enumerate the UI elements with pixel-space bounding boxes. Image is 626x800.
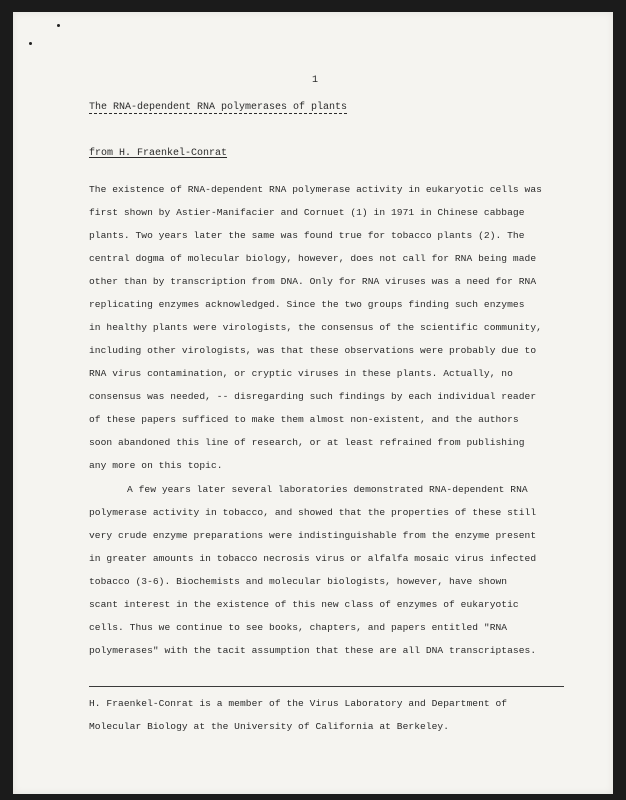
- body-line: any more on this topic.: [89, 460, 223, 471]
- body-line: RNA virus contamination, or cryptic viruses in these plants. Actually, no: [89, 368, 513, 379]
- footnote-line: Molecular Biology at the University of California at Berkeley.: [89, 721, 450, 732]
- footnote-rule: [89, 686, 564, 687]
- body-line: plants. Two years later the same was found true for tobacco plants (2). The: [89, 230, 525, 241]
- body-line: of these papers sufficed to make them almost non-existent, and the authors: [89, 414, 519, 425]
- body-line: replicating enzymes acknowledged. Since the two groups finding such enzymes: [89, 299, 525, 310]
- speck-mark: [57, 24, 60, 27]
- body-line: consensus was needed, -- disregarding such findings by each individual reader: [89, 391, 537, 402]
- speck-mark: [29, 42, 32, 45]
- body-line: in greater amounts in tobacco necrosis virus or alfalfa mosaic virus infected: [89, 553, 537, 564]
- body-line: polymerases" with the tacit assumption that these are all DNA transcriptases.: [89, 645, 537, 656]
- body-line: in healthy plants were virologists, the consensus of the scientific community,: [89, 322, 542, 333]
- body-line: other than by transcription from DNA. Only for RNA viruses was a need for RNA: [89, 276, 537, 287]
- author-line: from H. Fraenkel-Conrat: [89, 148, 228, 159]
- body-line: central dogma of molecular biology, however, does not call for RNA being made: [89, 253, 537, 264]
- document-page: [13, 12, 613, 794]
- body-line: soon abandoned this line of research, or at least refrained from publishing: [89, 437, 525, 448]
- body-line: scant interest in the existence of this new class of enzymes of eukaryotic: [89, 599, 519, 610]
- document-title: The RNA-dependent RNA polymerases of plants: [89, 102, 348, 113]
- body-line: first shown by Astier-Manifacier and Cornuet (1) in 1971 in Chinese cabbage: [89, 207, 525, 218]
- page-number: 1: [312, 75, 319, 86]
- body-line: polymerase activity in tobacco, and showed that the properties of these still: [89, 507, 537, 518]
- body-line: very crude enzyme preparations were indistinguishable from the enzyme present: [89, 530, 537, 541]
- body-line: A few years later several laboratories demonstrated RNA-dependent RNA: [127, 484, 528, 495]
- footnote-line: H. Fraenkel-Conrat is a member of the Virus Laboratory and Department of: [89, 698, 508, 709]
- body-line: cells. Thus we continue to see books, chapters, and papers entitled "RNA: [89, 622, 508, 633]
- body-line: including other virologists, was that these observations were probably due to: [89, 345, 537, 356]
- body-line: The existence of RNA-dependent RNA polymerase activity in eukaryotic cells was: [89, 184, 542, 195]
- body-line: tobacco (3-6). Biochemists and molecular biologists, however, have shown: [89, 576, 508, 587]
